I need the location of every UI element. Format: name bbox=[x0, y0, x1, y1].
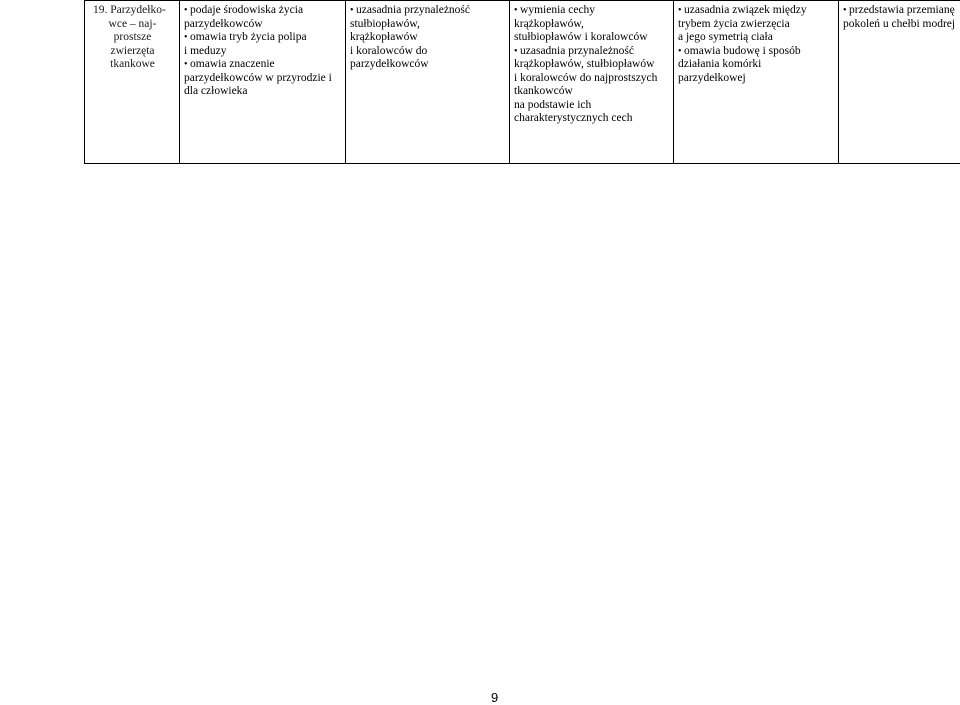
requirements-cell-level-2 bbox=[346, 1, 510, 164]
lesson-title-line: wce – naj- bbox=[108, 17, 157, 30]
requirements-table bbox=[84, 0, 960, 164]
requirement-item bbox=[514, 4, 670, 45]
lesson-title-line: 19. Parzydełko- bbox=[93, 4, 166, 16]
requirement-line: • wymienia cechy bbox=[514, 4, 670, 18]
requirement-line: parzydełkowców bbox=[184, 17, 263, 30]
requirement-line: parzydełkowców w przyrodzie i bbox=[184, 71, 332, 84]
requirement-item bbox=[184, 58, 342, 99]
requirement-line: i koralowców do bbox=[350, 44, 428, 57]
requirement-item bbox=[678, 45, 835, 86]
page-number: 9 bbox=[491, 690, 499, 705]
requirement-line: trybem życia zwierzęcia bbox=[678, 17, 790, 30]
requirement-line: • uzasadnia przynależność bbox=[350, 4, 506, 18]
requirement-item bbox=[678, 4, 835, 45]
requirement-line: działania komórki bbox=[678, 58, 762, 70]
requirement-line: parzydełkowców bbox=[350, 58, 429, 70]
requirement-line: na podstawie ich bbox=[514, 98, 592, 111]
requirement-line: tkankowców bbox=[514, 85, 573, 97]
requirement-line: parzydełkowej bbox=[678, 71, 746, 84]
requirement-item bbox=[184, 4, 342, 31]
requirements-cell-level-3 bbox=[510, 1, 674, 164]
lesson-title-line: zwierzęta bbox=[110, 44, 155, 57]
requirement-line: • uzasadnia związek między bbox=[678, 4, 835, 18]
requirement-line: krążkopławów, bbox=[514, 17, 584, 30]
requirement-line: i koralowców do najprostszych bbox=[514, 71, 658, 84]
requirement-line: stułbiopławów i koralowców bbox=[514, 31, 648, 43]
requirement-item bbox=[514, 45, 670, 126]
requirement-line: krążkopławów bbox=[350, 31, 418, 43]
lesson-title-line: prostsze bbox=[113, 31, 152, 43]
requirement-item bbox=[843, 4, 960, 31]
requirement-line: • omawia znaczenie bbox=[184, 58, 342, 72]
requirement-line: • podaje środowiska życia bbox=[184, 4, 342, 18]
requirement-line: krążkopławów, stułbiopławów bbox=[514, 58, 655, 70]
requirement-item bbox=[350, 4, 506, 72]
requirement-line: i meduzy bbox=[184, 44, 227, 57]
requirements-cell-level-5 bbox=[839, 1, 960, 164]
lesson-title-line: tkankowe bbox=[110, 58, 155, 70]
requirement-line: charakterystycznych cech bbox=[514, 112, 633, 124]
requirement-line: • omawia tryb życia polipa bbox=[184, 31, 342, 45]
requirements-cell-level-1 bbox=[180, 1, 346, 164]
table-row bbox=[85, 1, 960, 164]
requirement-line: • omawia budowę i sposób bbox=[678, 45, 835, 59]
requirements-cell-level-4 bbox=[674, 1, 839, 164]
lesson-title-cell bbox=[85, 1, 180, 164]
requirement-item bbox=[184, 31, 342, 58]
requirement-line: dla człowieka bbox=[184, 85, 248, 97]
requirement-line: pokoleń u chełbi modrej bbox=[843, 17, 956, 30]
requirement-line: a jego symetrią ciała bbox=[678, 31, 773, 43]
requirement-line: • uzasadnia przynależność bbox=[514, 45, 670, 59]
requirement-line: stułbiopławów, bbox=[350, 17, 420, 30]
requirement-line: • przedstawia przemianę bbox=[843, 4, 960, 18]
